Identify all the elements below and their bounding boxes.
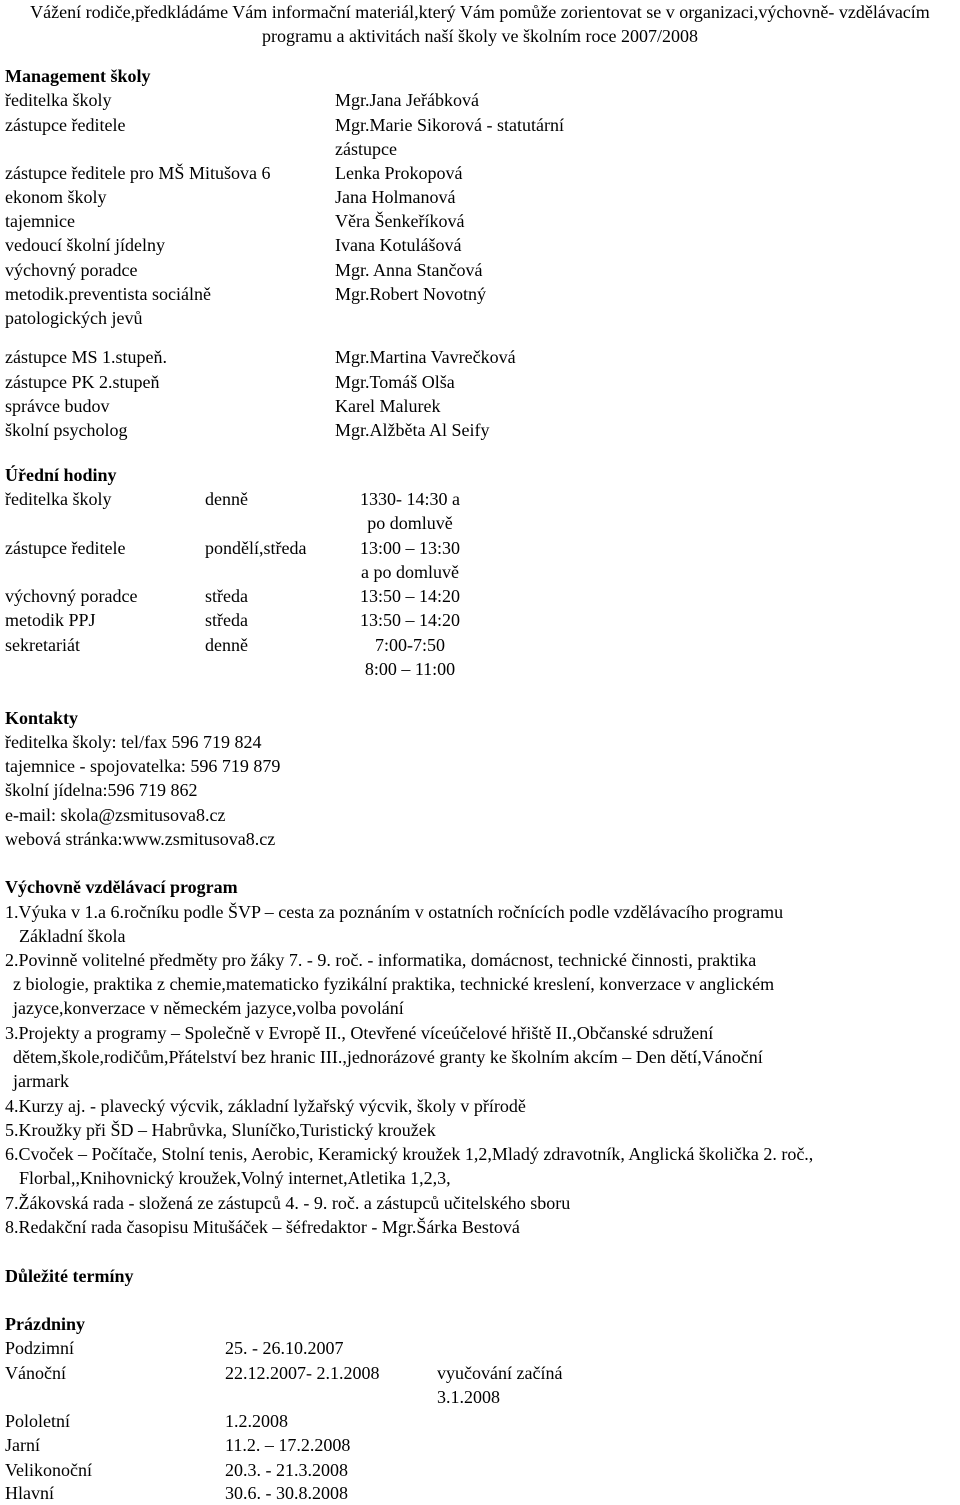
holiday-name: Hlavní	[5, 1483, 54, 1503]
program-item: 7.Žákovská rada - složená ze zástupců 4. - 9. roč. a zástupců učitelského sboru	[5, 1193, 571, 1213]
management-role: správce budov	[5, 396, 110, 416]
contact-email: e-mail: skola@zsmitusova8.cz	[5, 805, 226, 825]
management-name-continued: zástupce	[335, 139, 397, 159]
management-role: školní psycholog	[5, 420, 128, 440]
office-hours-time: 13:50 – 14:20	[359, 586, 460, 606]
management-name: Lenka Prokopová	[335, 163, 463, 183]
intro-paragraph: Vážení rodiče,předkládáme Vám informační materiál,který Vám pomůže zorientovat se v organizaci,výchovně- vzdělávacím programu a aktivitách naší školy ve školním roce 2007/2008	[30, 2, 930, 46]
holiday-name: Velikonoční	[5, 1460, 92, 1480]
holiday-name: Jarní	[5, 1435, 40, 1455]
office-hours-heading: Úřední hodiny	[5, 465, 117, 485]
management-name: Karel Malurek	[335, 396, 441, 416]
office-hours-role: sekretariát	[5, 635, 80, 655]
management-name: Jana Holmanová	[335, 187, 456, 207]
office-hours-time: 13:50 – 14:20	[359, 610, 460, 630]
holiday-dates: 22.12.2007- 2.1.2008	[225, 1363, 380, 1383]
management-role: zástupce ředitele pro MŠ Mitušova 6	[5, 163, 271, 183]
management-role: tajemnice	[5, 211, 75, 231]
management-role: ředitelka školy	[5, 90, 112, 110]
management-name: Ivana Kotulášová	[335, 235, 462, 255]
program-item: 4.Kurzy aj. - plavecký výcvik, základní lyžařský výcvik, školy v přírodě	[5, 1096, 526, 1116]
management-role: zástupce ředitele	[5, 115, 126, 135]
office-hours-time: 13:00 – 13:30	[359, 538, 460, 558]
program-item-continued: z biologie, praktika z chemie,matematicko fyzikální praktika, technické kreslení, konverzace v anglickém	[13, 974, 775, 994]
program-item-continued: Florbal,,Knihovnický kroužek,Volný internet,Atletika 1,2,3,	[19, 1168, 451, 1188]
contacts-heading: Kontakty	[5, 708, 79, 728]
management-name: Mgr.Tomáš Olša	[335, 372, 455, 392]
holiday-name: Pololetní	[5, 1411, 71, 1431]
management-name: Mgr.Jana Jeřábková	[335, 90, 479, 110]
management-role: výchovný poradce	[5, 260, 138, 280]
management-name: Mgr.Alžběta Al Seify	[335, 420, 490, 440]
office-hours-time: 1330- 14:30 a	[360, 489, 460, 509]
office-hours-day: denně	[205, 635, 248, 655]
management-role: ekonom školy	[5, 187, 107, 207]
program-item: 3.Projekty a programy – Společně v Evropě II., Otevřené víceúčelové hřiště II.,Občanské sdružení	[5, 1023, 714, 1043]
office-hours-role: ředitelka školy	[5, 489, 112, 509]
management-name: Věra Šenkeříková	[335, 211, 465, 231]
program-item-continued: jazyce,konverzace v německém jazyce,volba povolání	[13, 998, 404, 1018]
office-hours-day: středa	[205, 586, 248, 606]
program-item: 2.Povinně volitelné předměty pro žáky 7. - 9. roč. - informatika, domácnost, technické činnosti, praktika	[5, 950, 757, 970]
program-item-continued: Základní škola	[19, 926, 126, 946]
office-hours-day: pondělí,středa	[205, 538, 307, 558]
contact-line: ředitelka školy: tel/fax 596 719 824	[5, 732, 262, 752]
program-heading: Výchovně vzdělávací program	[5, 877, 238, 897]
management-name: Mgr.Martina Vavrečková	[335, 347, 516, 367]
management-role: zástupce PK 2.stupeň	[5, 372, 160, 392]
holiday-dates: 20.3. - 21.3.2008	[225, 1460, 348, 1480]
program-item: 5.Kroužky při ŠD – Habrůvka, Sluníčko,Turistický kroužek	[5, 1120, 436, 1140]
holiday-name: Podzimní	[5, 1338, 75, 1358]
holiday-note: vyučování začíná	[437, 1363, 563, 1383]
office-hours-day: denně	[205, 489, 248, 509]
management-role: zástupce MS 1.stupeň.	[5, 347, 167, 367]
management-name: Mgr. Anna Stančová	[335, 260, 483, 280]
management-name: Mgr.Marie Sikorová - statutární	[335, 115, 564, 135]
holiday-dates: 25. - 26.10.2007	[225, 1338, 344, 1358]
contact-website: webová stránka:www.zsmitusova8.cz	[5, 829, 276, 849]
program-item: 6.Cvoček – Počítače, Stolní tenis, Aerobic, Keramický kroužek 1,2,Mladý zdravotník, Anglická školička 2. roč.,	[5, 1144, 814, 1164]
contact-line: tajemnice - spojovatelka: 596 719 879	[5, 756, 281, 776]
holiday-note-continued: 3.1.2008	[437, 1387, 500, 1407]
office-hours-role: výchovný poradce	[5, 586, 138, 606]
terms-heading: Důležité termíny	[5, 1266, 134, 1286]
management-role: metodik.preventista sociálně	[5, 284, 211, 304]
management-heading: Management školy	[5, 66, 151, 86]
office-hours-time: 7:00-7:50	[375, 635, 445, 655]
office-hours-role: metodik PPJ	[5, 610, 96, 630]
program-item: 1.Výuka v 1.a 6.ročníku podle ŠVP – cesta za poznáním v ostatních ročnících podle vzdělávacího programu	[5, 902, 784, 922]
office-hours-role: zástupce ředitele	[5, 538, 126, 558]
management-name: Mgr.Robert Novotný	[335, 284, 486, 304]
management-role-continued: patologických jevů	[5, 308, 143, 328]
office-hours-day: středa	[205, 610, 248, 630]
contact-line: školní jídelna:596 719 862	[5, 780, 198, 800]
office-hours-time-continued: po domluvě	[367, 513, 453, 533]
program-item: 8.Redakční rada časopisu Mitušáček – šéfredaktor - Mgr.Šárka Bestová	[5, 1217, 520, 1237]
holidays-heading: Prázdniny	[5, 1314, 86, 1334]
holiday-dates: 1.2.2008	[225, 1411, 288, 1431]
program-item-continued: jarmark	[13, 1071, 69, 1091]
program-item-continued: dětem,škole,rodičům,Přátelství bez hranic III.,jednorázové granty ke školním akcím – Den dětí,Vánoční	[13, 1047, 763, 1067]
office-hours-time-continued: a po domluvě	[361, 562, 459, 582]
holiday-dates: 11.2. – 17.2.2008	[225, 1435, 351, 1455]
management-role: vedoucí školní jídelny	[5, 235, 165, 255]
holiday-name: Vánoční	[5, 1363, 66, 1383]
office-hours-time-continued: 8:00 – 11:00	[364, 659, 456, 679]
holiday-dates: 30.6. - 30.8.2008	[225, 1483, 348, 1503]
